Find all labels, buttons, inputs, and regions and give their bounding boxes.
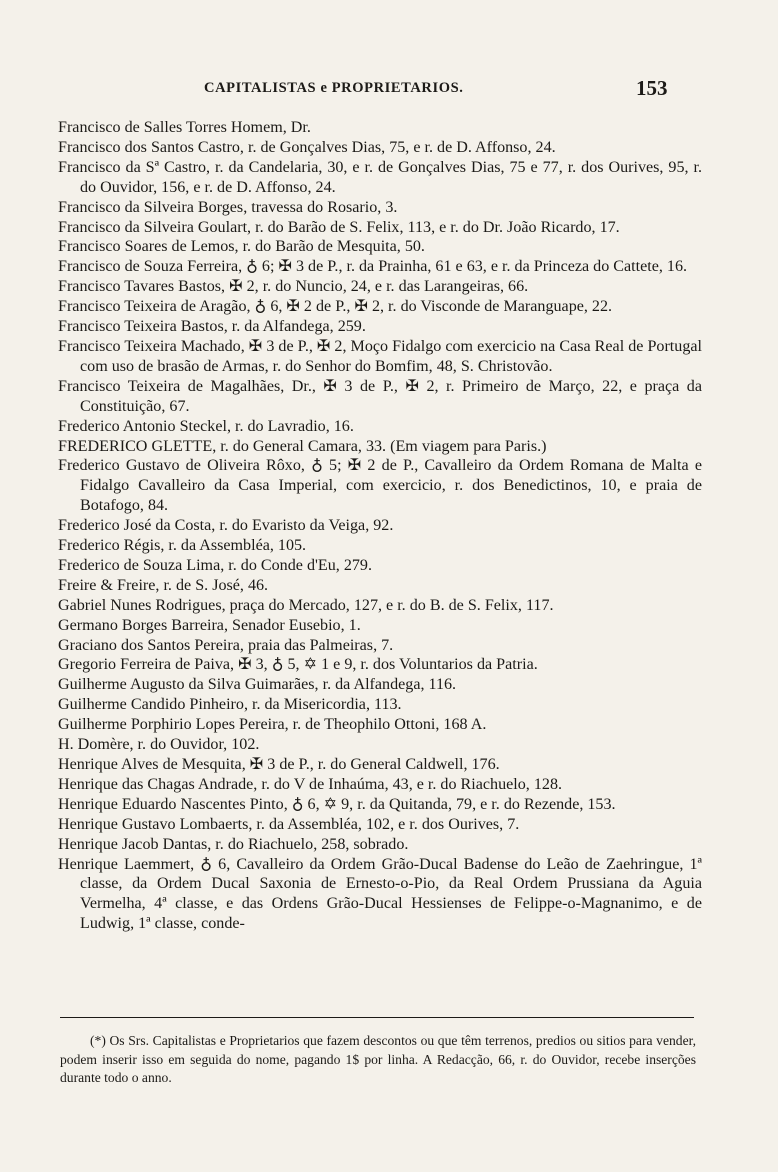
directory-entry: Francisco Tavares Bastos, ✠ 2, r. do Nuncio, 24, e r. das Larangeiras, 66. bbox=[58, 278, 529, 296]
directory-entry: FREDERICO GLETTE, r. do General Camara, 33. (Em viagem para Paris.) bbox=[58, 437, 547, 455]
directory-entry: Guilherme Porphirio Lopes Pereira, r. de Theophilo Ottoni, 168 A. bbox=[58, 716, 487, 734]
directory-entry: Francisco dos Santos Castro, r. de Gonçalves Dias, 75, e r. de D. Affonso, 24. bbox=[58, 138, 556, 156]
directory-entry: Frederico de Souza Lima, r. do Conde d'Eu, 279. bbox=[58, 556, 372, 574]
directory-entry: Guilherme Augusto da Silva Guimarães, r. da Alfandega, 116. bbox=[58, 676, 457, 694]
directory-entry: Gregorio Ferreira de Paiva, ✠ 3, ♁ 5, ✡ 1 e 9, r. dos Voluntarios da Patria. bbox=[58, 656, 538, 674]
footnote-divider bbox=[60, 1017, 694, 1018]
directory-entry: Henrique Eduardo Nascentes Pinto, ♁ 6, ✡ 9, r. da Quitanda, 79, e r. do Rezende, 153. bbox=[58, 795, 616, 813]
directory-entry: H. Domère, r. do Ouvidor, 102. bbox=[58, 736, 260, 754]
directory-entry: Henrique Laemmert, ♁ 6, Cavalleiro da Ordem Grão-Ducal Badense do Leão de Zaehringue, 1ª classe, da Ordem Ducal Saxonia de Ernesto-o-Pio, da Real Ordem Prussiana da Aguia Vermelha, 4ª classe, e das Ordens Grão-Ducal Hessienses de Felippe-o-Magnanimo, e de Ludwig, 1ª classe, conde- bbox=[58, 855, 702, 933]
directory-entry: Guilherme Candido Pinheiro, r. da Misericordia, 113. bbox=[58, 696, 402, 714]
directory-entry: Francisco da Silveira Goulart, r. do Barão de S. Felix, 113, e r. do Dr. João Ricardo, 17. bbox=[58, 218, 620, 236]
directory-entry: Henrique Gustavo Lombaerts, r. da Assembléa, 102, e r. dos Ourives, 7. bbox=[58, 815, 520, 833]
directory-entry: Henrique das Chagas Andrade, r. do V de Inhaúma, 43, e r. do Riachuelo, 128. bbox=[58, 775, 563, 793]
page-number: 153 bbox=[636, 76, 668, 100]
directory-entry: Gabriel Nunes Rodrigues, praça do Mercado, 127, e r. do B. de S. Felix, 117. bbox=[58, 596, 554, 614]
directory-entry: Frederico Antonio Steckel, r. do Lavradio, 16. bbox=[58, 417, 354, 435]
directory-entry: Francisco da Sª Castro, r. da Candelaria, 30, e r. de Gonçalves Dias, 75 e 77, r. dos Ourives, 95, r. do Ouvidor, 156, e r. de D. Affonso, 24. bbox=[58, 158, 702, 196]
directory-entry: Frederico Gustavo de Oliveira Rôxo, ♁ 5; ✠ 2 de P., Cavalleiro da Ordem Romana de Malta e Fidalgo Cavalleiro da Casa Imperial, com exercicio, r. dos Benedictinos, 10, e praia de Botafogo, 84. bbox=[58, 457, 702, 515]
page-header bbox=[0, 76, 778, 102]
directory-entry: Francisco de Souza Ferreira, ♁ 6; ✠ 3 de P., r. da Prainha, 61 e 63, e r. da Princeza do Cattete, 16. bbox=[58, 258, 688, 276]
directory-entry: Francisco Teixeira de Magalhães, Dr., ✠ 3 de P., ✠ 2, r. Primeiro de Março, 22, e praça da Constituição, 67. bbox=[58, 377, 702, 415]
running-title: CAPITALISTAS e PROPRIETARIOS. bbox=[204, 80, 464, 96]
directory-entry: Graciano dos Santos Pereira, praia das Palmeiras, 7. bbox=[58, 636, 394, 654]
directory-entry: Francisco da Silveira Borges, travessa do Rosario, 3. bbox=[58, 198, 398, 216]
directory-entry: Francisco de Salles Torres Homem, Dr. bbox=[58, 119, 311, 136]
directory-entry: Francisco Teixeira Bastos, r. da Alfandega, 259. bbox=[58, 318, 366, 336]
directory-entry: Frederico José da Costa, r. do Evaristo da Veiga, 92. bbox=[58, 517, 394, 535]
directory-entry: Freire & Freire, r. de S. José, 46. bbox=[58, 576, 269, 594]
directory-entry: Germano Borges Barreira, Senador Eusebio, 1. bbox=[58, 616, 361, 634]
directory-entry: Francisco Teixeira Machado, ✠ 3 de P., ✠ 2, Moço Fidalgo com exercicio na Casa Real de Portugal com uso de brasão de Armas, r. do Senhor do Bomfim, 48, S. Christovão. bbox=[58, 337, 702, 375]
entry-list bbox=[58, 118, 702, 934]
directory-entry: Henrique Jacob Dantas, r. do Riachuelo, 258, sobrado. bbox=[58, 835, 409, 853]
directory-entry: Henrique Alves de Mesquita, ✠ 3 de P., r. do General Caldwell, 176. bbox=[58, 756, 500, 773]
footnote: (*) Os Srs. Capitalistas e Proprietarios que fazem descontos ou que têm terrenos, predios ou sitios para vender, podem inserir isso em seguida do nome, pagando 1$ por linha. A Redacção, 66, r. do Ouvidor, recebe inserções durante todo o anno. bbox=[60, 1033, 696, 1085]
directory-entry: Francisco Soares de Lemos, r. do Barão de Mesquita, 50. bbox=[58, 238, 425, 256]
directory-entry: Frederico Régis, r. da Assembléa, 105. bbox=[58, 537, 307, 555]
directory-entry: Francisco Teixeira de Aragão, ♁ 6, ✠ 2 de P., ✠ 2, r. do Visconde de Maranguape, 22. bbox=[58, 298, 613, 316]
